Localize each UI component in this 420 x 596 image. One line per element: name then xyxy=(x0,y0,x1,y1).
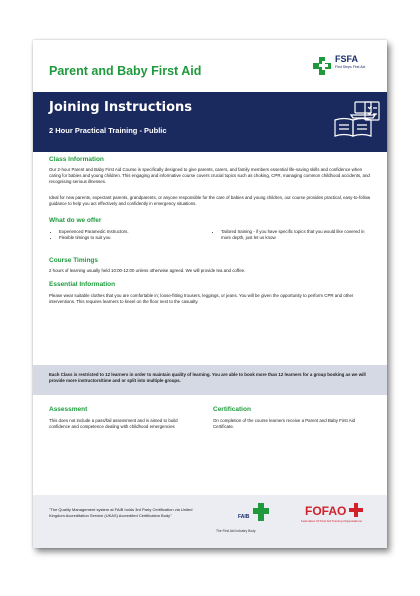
faib-tagline: The First Aid Industry Body xyxy=(216,529,256,533)
class-info-heading: Class Information xyxy=(49,156,104,163)
course-timings-heading: Course Timings xyxy=(49,257,99,264)
laptop-icon xyxy=(351,102,375,118)
document-page xyxy=(33,40,387,548)
checklist-icon xyxy=(365,102,379,120)
banner-title: Joining Instructions xyxy=(49,100,193,115)
document-title: Parent and Baby First Aid xyxy=(49,64,202,78)
banner-icons xyxy=(295,98,383,148)
book-icon xyxy=(335,119,371,137)
header-banner xyxy=(33,92,387,152)
fofa-tagline: Federation Of First Aid Training Organisations xyxy=(301,519,362,523)
class-size-note: Each Class is restricted to 12 learners in order to maintain quality of learning. You are able to book more than 12 learners for a group booking as we will provide more instructors/time and or split into multiple groups. xyxy=(49,372,366,383)
certification-text: On completion of the course learners receive a Parent and Baby First Aid Certificate. xyxy=(213,418,356,429)
offer-item: • Experienced Paramedic Instructors. xyxy=(59,229,199,235)
faib-cross-icon xyxy=(253,503,269,521)
offer-heading: What do we offer xyxy=(49,217,102,224)
assessment-text: This does not include a pass/fail assessment and is aimed to build confidence and competence dealing with childhood emergencies xyxy=(49,418,178,429)
essential-info-heading: Essential Information xyxy=(49,281,116,288)
logo-text: FSFA xyxy=(335,54,359,64)
class-info-para2: Ideal for new parents, expectant parents, grandparents, or anyone responsible for the care of babies and young children, our course provides practical, easy-to-follow guidance to help you act effectively and confidently in emergency situations. xyxy=(49,195,371,206)
essential-info-text: Please wear suitable clothes that you are comfortable in; loose-fitting trousers, leggings, or jeans. You will be given the opportunity to perform CPR and other interventions. This requires learners to kneel on the floor next to the casualty. xyxy=(49,293,354,304)
offer-item: • Tailored training - if you have specific topics that you would like covered in more depth, just let us know xyxy=(221,229,371,241)
offer-list-right xyxy=(213,229,371,241)
footer-quote: "The Quality Management system at FAIB holds 3rd Party Certification via United Kingdom Accreditation Service (UKAS) Accredited Certification Body" xyxy=(49,507,193,518)
class-info-para1: Our 2-hour Parent and Baby First Aid Course is specifically designed to give parents, carers, and family members essential life-saving skills and confidence when caring for babies and young children. This engaging and informative course covers crucial topics such as choking, CPR, managing common childhood accidents, and recognising serious illnesses. xyxy=(49,167,370,184)
course-timings-text: 2 hours of learning usually held 10:00-12:00 unless otherwise agreed. We will provide tea and coffee. xyxy=(49,268,246,273)
certification-heading: Certification xyxy=(213,406,251,413)
assessment-heading: Assessment xyxy=(49,406,88,413)
logo-tagline: First Steps First Aid xyxy=(335,65,366,69)
class-size-band xyxy=(33,365,387,395)
fofa-logo-text: FOFAO xyxy=(305,504,347,518)
faib-logo-text: FAIB xyxy=(238,514,250,520)
offer-item: • Flexible timings to suit you xyxy=(59,235,199,241)
offer-list-left xyxy=(51,229,199,241)
banner-subtitle: 2 Hour Practical Training - Public xyxy=(49,126,167,135)
fofa-cross-icon xyxy=(349,503,363,517)
